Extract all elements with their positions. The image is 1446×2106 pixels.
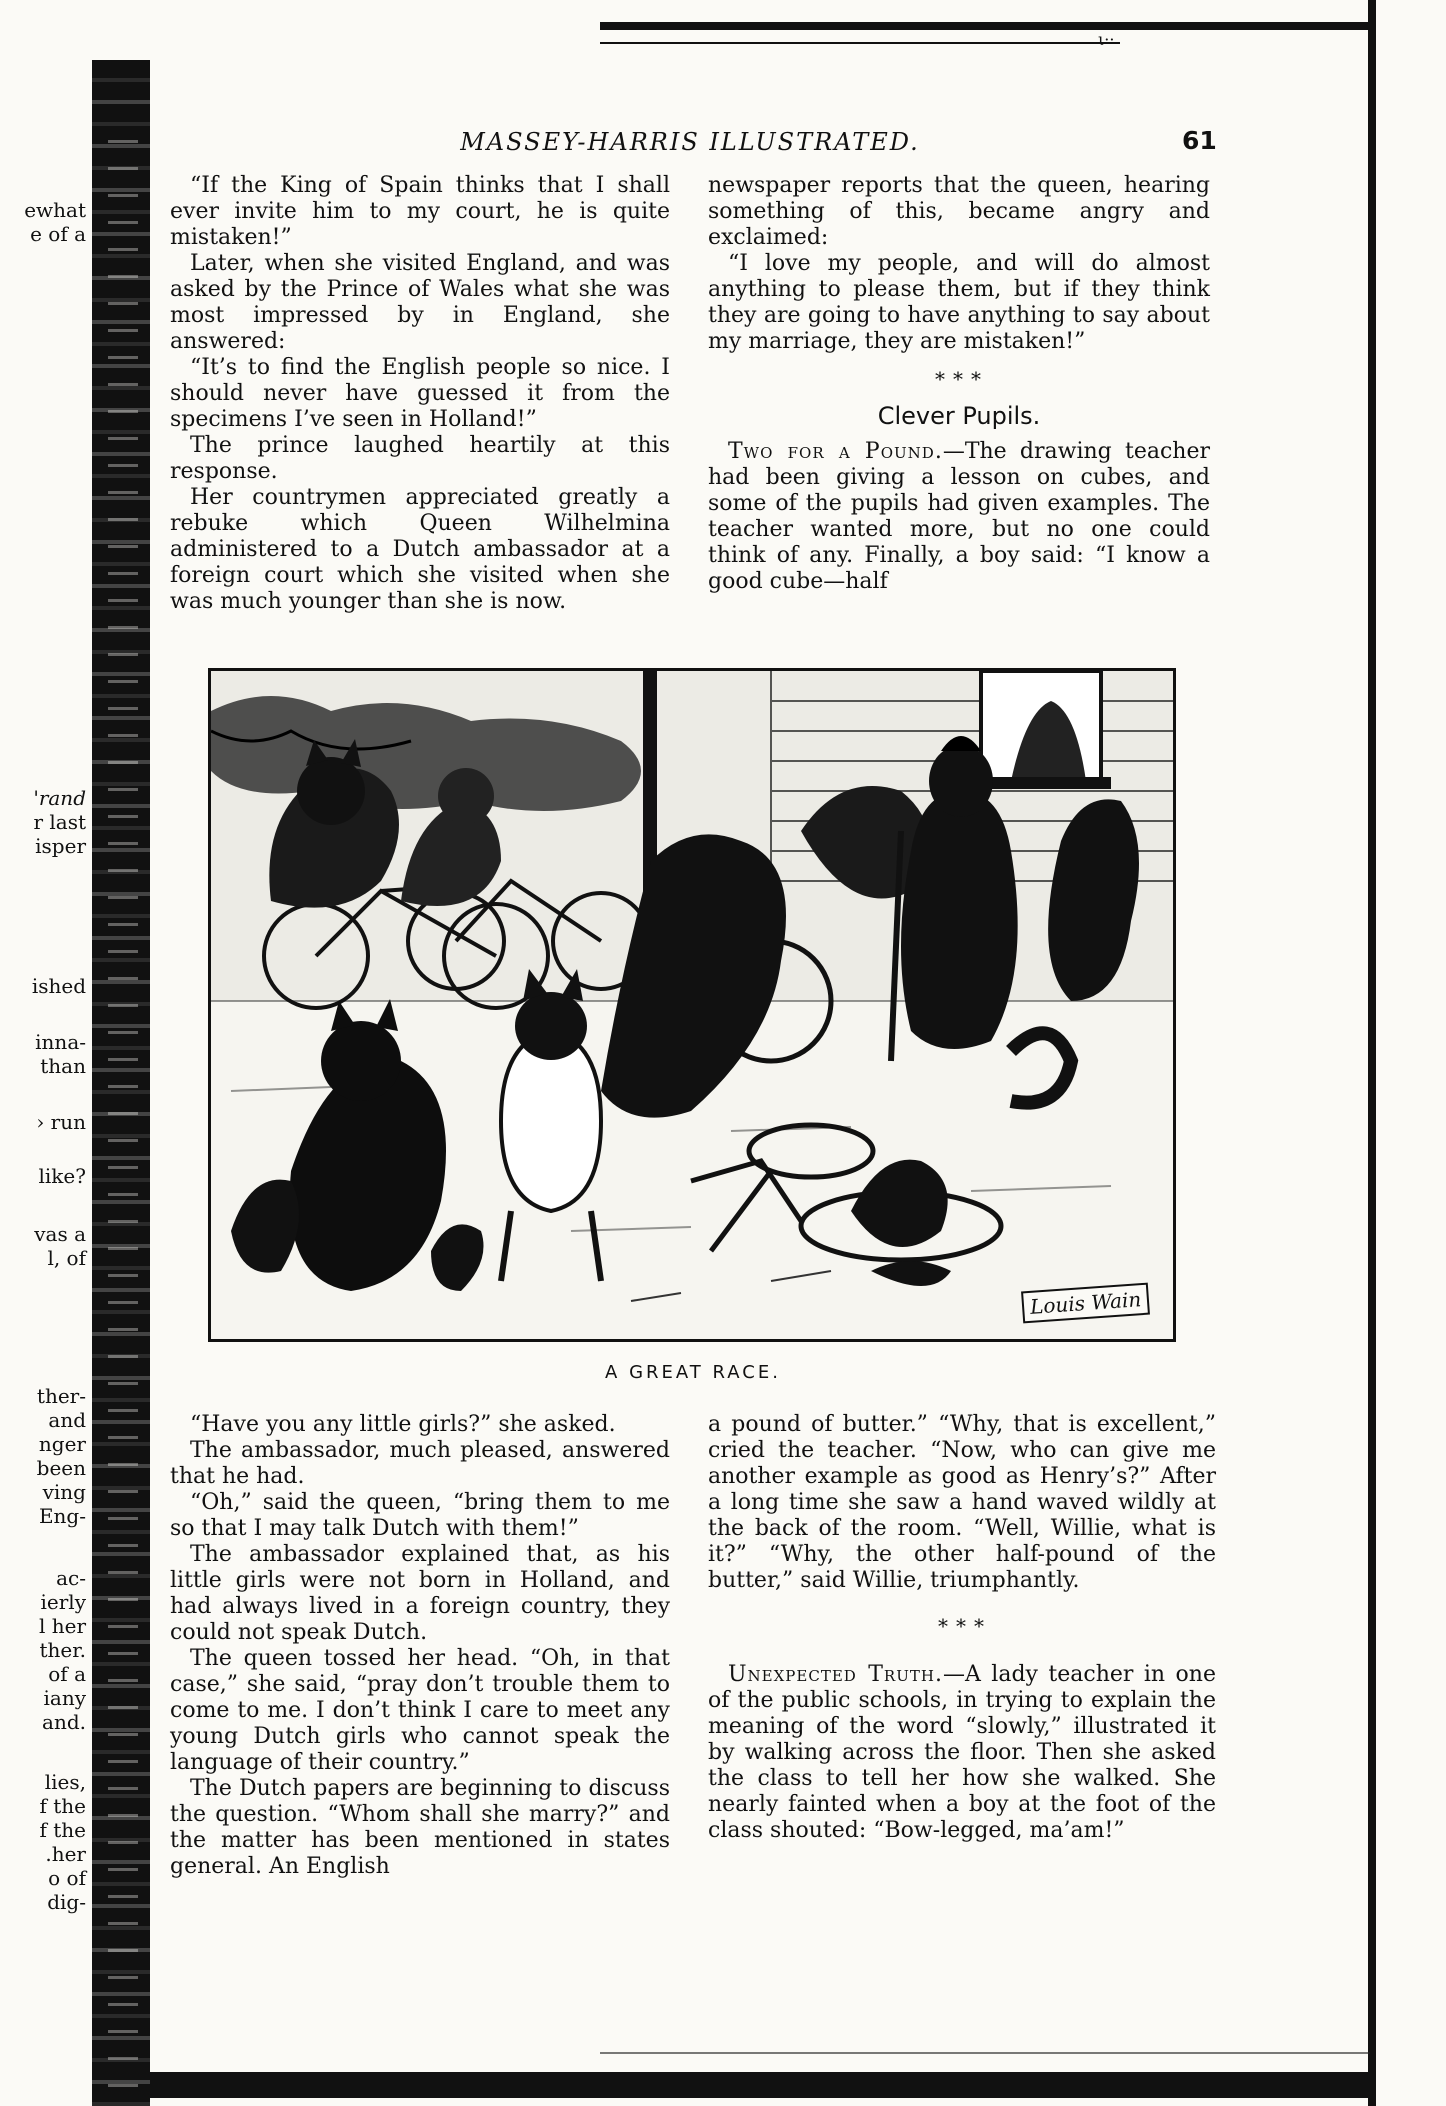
paragraph: a pound of butter.” “Why, that is excellent,” cried the teacher. “Now, who can give me another example as good as Henry’s?” After a long time she saw a hand waved wildly at the back of the room. “Well, Willie, what is it?” “Why, the other half-pound of the butter,” said Willie, triumphantly. [708,1412,1216,1593]
bottom-border-rule [150,2072,1370,2098]
paragraph: The queen tossed her head. “Oh, in that case,” she said, “pray don’t trouble them to come to me. I don’t think I care to meet any young Dutch girls who cannot speak the language of their country.” [170,1646,670,1775]
margin-fragment: ac- [56,1566,86,1590]
paragraph-lead: Two for a Pound. [728,439,943,464]
asterism-divider: * * * [935,367,983,391]
margin-fragment: like? [38,1164,86,1188]
margin-fragment: .her [45,1842,86,1866]
bottom-thin-rule [600,2052,1370,2054]
paragraph-body: —A lady teacher in one of the public schools, in trying to explain the meaning of the word “slowly,” illustrated it by walking across the floor. Then she asked the class to tell her how she walked. She nearly fainted when a boy at the foot of the class shouted: “Bow-legged, ma’am!” [708,1662,1216,1843]
paragraph-body: —The drawing teacher had been giving a lesson on cubes, and some of the pupils had given examples. The teacher wanted more, but no one could think of any. Finally, a boy said: “I know a good cube—half [708,439,1211,594]
asterism-divider: * * * [938,1614,986,1638]
margin-fragment: lies, [44,1770,86,1794]
artist-signature: Louis Wain [1021,1283,1150,1324]
margin-fragment: dig- [47,1890,86,1914]
margin-fragment: r last [33,810,86,834]
paragraph-lead: Unexpected Truth. [728,1662,943,1687]
paragraph: “Have you any little girls?” she asked. [190,1412,616,1437]
paragraph: “It’s to find the English people so nice. I should never have guessed it from the specimens I’ve seen in Holland!” [170,355,670,432]
paragraph: The Dutch papers are beginning to discuss the question. “Whom shall she marry?” and the matter has been mentioned in states general. An English [170,1776,670,1879]
margin-fragment: been [36,1456,86,1480]
paragraph: “I love my people, and will do almost anything to please them, but if they think they are going to have anything to say about my marriage, they are mistaken!” [708,251,1210,354]
section-heading: Clever Pupils. [877,402,1041,430]
margin-fragment: ther. [39,1638,86,1662]
paragraph: Later, when she visited England, and was asked by the Prince of Wales what she was most impressed by in England, she answered: [170,251,670,354]
column-bottom-right [708,1412,1216,1844]
race-scene-drawing [211,671,1173,1339]
paragraph: The prince laughed heartily at this response. [170,433,670,484]
paragraph: The ambassador explained that, as his little girls were not born in Holland, and had always lived in a foreign country, they could not speak Dutch. [170,1542,670,1645]
paragraph: “If the King of Spain thinks that I shall ever invite him to my court, he is quite mistaken!” [170,173,670,250]
paragraph [708,1662,1216,1844]
margin-fragment: f the [39,1794,86,1818]
margin-fragment: than [40,1054,86,1078]
page-number: 61 [1182,126,1217,155]
margin-fragment: l her [38,1614,86,1638]
margin-fragment: of a [48,1662,86,1686]
running-title: MASSEY-HARRIS ILLUSTRATED. [460,128,920,156]
illustration-great-race [208,668,1176,1342]
corner-mark: ι·· [1098,30,1115,49]
margin-fragment: › run [36,1110,86,1134]
paragraph: The ambassador, much pleased, answered that he had. [170,1438,670,1489]
margin-fragment: ving [42,1480,86,1504]
paragraph [708,439,1210,595]
margin-fragment: ewhat [24,198,86,222]
margin-fragment: o of [48,1866,86,1890]
margin-fragment: 'rand [33,786,86,810]
top-thin-rule [600,42,1120,44]
margin-fragment: ierly [40,1590,86,1614]
column-top-right [708,173,1210,595]
binding-gutter-texture [108,140,138,2100]
illustration-caption: A GREAT RACE. [605,1362,781,1383]
margin-fragment: isper [35,834,86,858]
paragraph: “Oh,” said the queen, “bring them to me so that I may talk Dutch with them!” [170,1490,670,1541]
margin-fragment: ished [31,974,86,998]
column-top-left [170,173,670,615]
paragraph: newspaper reports that the queen, hearing something of this, became angry and exclaimed: [708,173,1210,250]
margin-fragment: l, of [47,1246,86,1270]
margin-fragment: nger [38,1432,86,1456]
margin-fragment: e of a [30,222,86,246]
top-border-rule [600,22,1370,30]
right-page-edge [1368,0,1376,2106]
margin-fragment: inna- [35,1030,86,1054]
column-bottom-left [170,1412,670,1880]
margin-fragment: ther- [36,1384,86,1408]
margin-fragment: f the [39,1818,86,1842]
paragraph: Her countrymen appreciated greatly a rebuke which Queen Wilhelmina administered to a Dutch ambassador at a foreign court which she visited when she was much younger than she is now. [170,485,670,614]
margin-fragment: iany [43,1686,86,1710]
margin-fragment: vas a [34,1222,86,1246]
margin-fragment: Eng- [38,1504,86,1528]
margin-fragment: and [48,1408,86,1432]
margin-fragment: and. [42,1710,86,1734]
